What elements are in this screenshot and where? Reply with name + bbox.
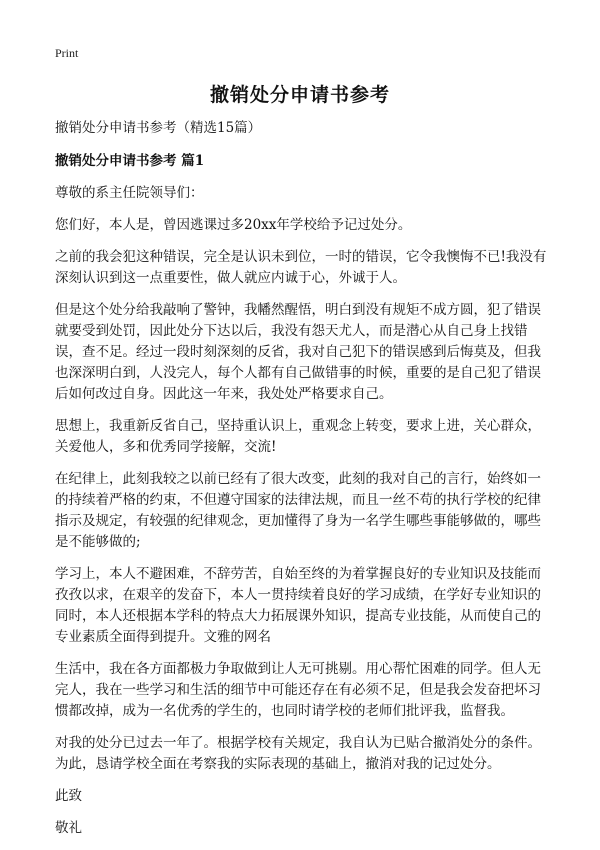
paragraph: 之前的我会犯这种错误，完全是认识未到位，一时的错误，它令我懊悔不已!我没有深刻认识到这一点重要性，做人就应内诚于心，外诚于人。 <box>55 249 547 286</box>
document-body <box>55 118 550 850</box>
closing-line: 此致 <box>55 788 82 804</box>
salutation: 尊敬的系主任院领导们： <box>55 185 204 201</box>
document-subtitle: 撤销处分申请书参考（精选15篇） <box>55 120 262 136</box>
page-title: 撤销处分申请书参考 <box>209 84 390 106</box>
paragraph: 思想上，我重新反省自己，坚持重认识上，重观念上转变，要求上进，关心群众，关爱他人，多和优秀同学接解，交流! <box>55 418 541 455</box>
paragraph: 生活中，我在各方面都极力争取做到让人无可挑剔。用心帮忙困难的同学。但人无完人，我在一些学习和生活的细节中可能还存在有必须不足，但是我会发奋把坏习惯都改掉，成为一名优秀的学生的，也同时请学校的老师们批评我，监督我。 <box>55 661 541 719</box>
paragraph: 在纪律上，此刻我较之以前已经有了很大改变，此刻的我对自己的言行，始终如一的持续着严格的约束，不但遵守国家的法律法规，而且一丝不苟的执行学校的纪律指示及规定，有较强的纪律观念，更加懂得了身为一名学生哪些事能够做的，哪些是不能够做的; <box>55 471 541 550</box>
print-link[interactable]: Print <box>55 46 79 60</box>
section-heading: 撤销处分申请书参考 篇1 <box>55 153 205 169</box>
closing-line: 敬礼 <box>55 820 82 836</box>
paragraph: 对我的处分已过去一年了。根据学校有关规定，我自认为已贴合撤消处分的条件。为此，恳请学校全面在考察我的实际表现的基础上，撤消对我的记过处分。 <box>55 735 541 772</box>
paragraph: 但是这个处分给我敲响了警钟，我幡然醒悟，明白到没有规矩不成方圆，犯了错误就要受到处罚，因此处分下达以后，我没有怨天尤人，而是潜心从自己身上找错误，查不足。经过一段时刻深刻的反省，我对自己犯下的错误感到后悔莫及，但我也深深明白到，人没完人，每个人都有自己做错事的时候，重要的是自己犯了错误后如何改过自身。因此这一年来，我处处严格要求自己。 <box>55 302 541 402</box>
paragraph: 学习上，本人不避困难，不辞劳苦，自始至终的为着掌握良好的专业知识及技能而孜孜以求，在艰辛的发奋下，本人一贯持续着良好的学习成绩，在学好专业知识的同时，本人还根据本学科的特点大力拓展课外知识，提高专业技能，从而使自己的专业素质全面得到提升。文雅的网名 <box>55 566 541 645</box>
paragraph: 您们好，本人是，曾因逃课过多20xx年学校给予记过处分。 <box>55 217 412 233</box>
